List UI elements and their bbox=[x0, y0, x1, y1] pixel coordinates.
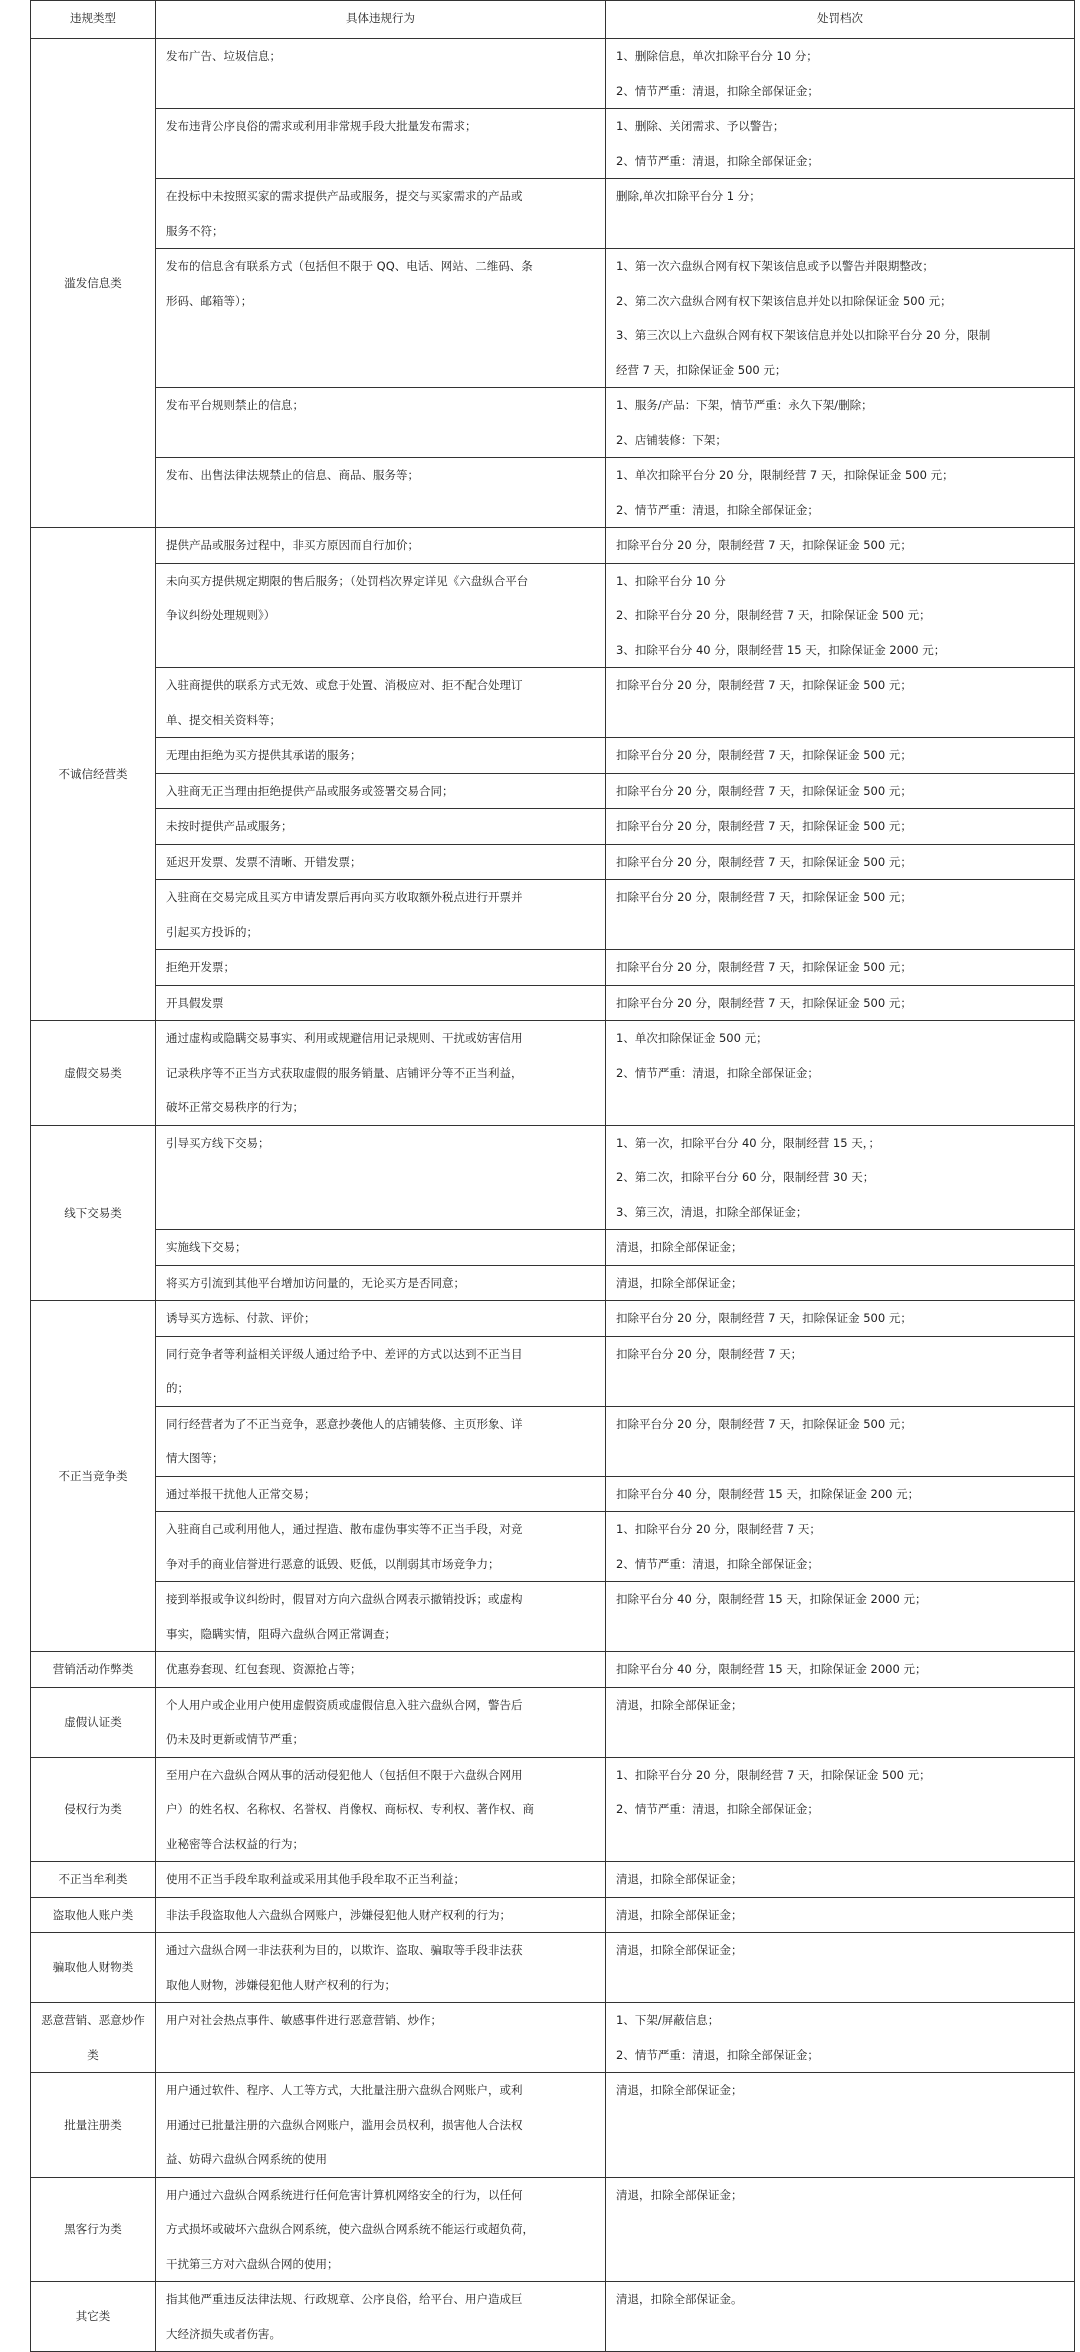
penalty-cell bbox=[606, 844, 1075, 880]
header-behavior: 具体违规行为 bbox=[156, 1, 606, 39]
penalty-line: 扣除平台分 40 分，限制经营 15 天，扣除保证金 2000 元； bbox=[616, 1662, 927, 1676]
behavior-cell bbox=[156, 1021, 606, 1126]
table-row bbox=[31, 1476, 1075, 1512]
behavior-line: 发布、出售法律法规禁止的信息、商品、服务等； bbox=[166, 468, 419, 482]
behavior-line: 引起买方投诉的； bbox=[166, 924, 258, 939]
penalty-line: 扣除平台分 40 分，限制经营 15 天，扣除保证金 200 元； bbox=[616, 1486, 920, 1501]
behavior-line: 未按时提供产品或服务； bbox=[166, 819, 293, 833]
behavior-line: 指其他严重违反法律法规、行政规章、公序良俗，给平台、用户造成巨 bbox=[166, 2292, 523, 2306]
behavior-line: 用户通过六盘纵合网系统进行任何危害计算机网络安全的行为，以任何 bbox=[166, 2187, 523, 2202]
behavior-cell bbox=[156, 179, 606, 249]
behavior-line: 开具假发票 bbox=[166, 995, 224, 1010]
behavior-cell bbox=[156, 1406, 606, 1476]
violation-category: 黑客行为类 bbox=[31, 2177, 156, 2282]
behavior-cell bbox=[156, 1476, 606, 1512]
penalty-cell bbox=[606, 2282, 1075, 2352]
behavior-cell bbox=[156, 809, 606, 845]
behavior-line: 引导买方线下交易； bbox=[166, 1135, 270, 1150]
behavior-line: 取他人财物，涉嫌侵犯他人财产权利的行为； bbox=[166, 1977, 396, 1992]
behavior-line: 业秘密等合法权益的行为； bbox=[166, 1836, 304, 1851]
penalty-line: 扣除平台分 20 分，限制经营 7 天，扣除保证金 500 元； bbox=[616, 538, 912, 552]
penalty-cell bbox=[606, 1862, 1075, 1898]
violation-category: 虚假认证类 bbox=[31, 1687, 156, 1757]
behavior-line: 破坏正常交易秩序的行为； bbox=[166, 1100, 304, 1114]
penalty-line: 扣除平台分 20 分，限制经营 7 天，扣除保证金 500 元； bbox=[616, 890, 912, 904]
penalty-cell bbox=[606, 1512, 1075, 1582]
penalty-line: 1、第一次六盘纵合网有权下架该信息或予以警告并限期整改； bbox=[616, 259, 934, 273]
behavior-line: 同行竞争者等利益相关评级人通过给予中、差评的方式以达到不正当目 bbox=[166, 1346, 523, 1361]
behavior-cell bbox=[156, 880, 606, 950]
table-row bbox=[31, 809, 1075, 845]
table-row bbox=[31, 1021, 1075, 1126]
behavior-line: 干扰第三方对六盘纵合网的使用； bbox=[166, 2256, 339, 2271]
behavior-cell bbox=[156, 563, 606, 668]
penalty-cell bbox=[606, 2073, 1075, 2178]
table-row bbox=[31, 563, 1075, 668]
table-row bbox=[31, 109, 1075, 179]
penalty-cell bbox=[606, 2177, 1075, 2282]
table-row bbox=[31, 249, 1075, 388]
table-row bbox=[31, 1582, 1075, 1652]
penalty-cell bbox=[606, 738, 1075, 774]
table-row bbox=[31, 2003, 1075, 2073]
behavior-line: 实施线下交易； bbox=[166, 1240, 247, 1254]
penalty-line: 2、情节严重：清退，扣除全部保证金； bbox=[616, 2047, 819, 2062]
penalty-line: 扣除平台分 20 分，限制经营 7 天，扣除保证金 500 元； bbox=[616, 748, 912, 762]
behavior-cell bbox=[156, 844, 606, 880]
table-row bbox=[31, 1862, 1075, 1898]
behavior-cell bbox=[156, 528, 606, 564]
behavior-cell bbox=[156, 1652, 606, 1688]
penalty-cell bbox=[606, 1582, 1075, 1652]
table-row bbox=[31, 2073, 1075, 2178]
penalty-line: 1、删除、关闭需求、予以警告； bbox=[616, 119, 785, 133]
penalty-line: 清退，扣除全部保证金； bbox=[616, 1275, 743, 1290]
table-row bbox=[31, 39, 1075, 109]
penalty-line: 2、第二次，扣除平台分 60 分，限制经营 30 天； bbox=[616, 1170, 875, 1184]
behavior-line: 入驻商在交易完成且买方申请发票后再向买方收取额外税点进行开票并 bbox=[166, 890, 523, 904]
behavior-line: 发布平台规则禁止的信息； bbox=[166, 398, 304, 412]
violation-category: 侵权行为类 bbox=[31, 1757, 156, 1862]
penalty-line: 2、情节严重：清退，扣除全部保证金； bbox=[616, 1802, 819, 1816]
behavior-line: 争议纠纷处理规则》） bbox=[166, 608, 276, 622]
violation-category: 线下交易类 bbox=[31, 1125, 156, 1301]
behavior-cell bbox=[156, 1757, 606, 1862]
penalty-line: 2、店铺装修：下架； bbox=[616, 432, 727, 447]
violation-category: 批量注册类 bbox=[31, 2073, 156, 2178]
behavior-line: 仍未及时更新或情节严重； bbox=[166, 1732, 304, 1746]
behavior-cell bbox=[156, 985, 606, 1021]
behavior-cell bbox=[156, 458, 606, 528]
behavior-line: 事实，隐瞒实情，阻碍六盘纵合网正常调查； bbox=[166, 1626, 396, 1641]
behavior-line: 个人用户或企业用户使用虚假资质或虚假信息入驻六盘纵合网，警告后 bbox=[166, 1697, 523, 1712]
behavior-line: 户）的姓名权、名称权、名誉权、肖像权、商标权、专利权、著作权、商 bbox=[166, 1802, 534, 1816]
behavior-line: 优惠券套现、红包套现、资源抢占等； bbox=[166, 1662, 362, 1676]
table-row bbox=[31, 880, 1075, 950]
penalty-line: 扣除平台分 20 分，限制经营 7 天，扣除保证金 500 元； bbox=[616, 854, 912, 869]
table-row bbox=[31, 388, 1075, 458]
penalty-line: 经营 7 天，扣除保证金 500 元； bbox=[616, 362, 787, 377]
penalty-line: 扣除平台分 20 分，限制经营 7 天，扣除保证金 500 元； bbox=[616, 783, 912, 798]
behavior-line: 单、提交相关资料等； bbox=[166, 712, 281, 727]
penalty-cell bbox=[606, 528, 1075, 564]
penalty-cell bbox=[606, 1476, 1075, 1512]
behavior-line: 益、妨碍六盘纵合网系统的使用 bbox=[166, 2152, 327, 2166]
penalty-cell bbox=[606, 1652, 1075, 1688]
behavior-cell bbox=[156, 1125, 606, 1230]
behavior-cell bbox=[156, 2282, 606, 2352]
penalty-line: 1、扣除平台分 10 分 bbox=[616, 573, 726, 588]
table-row bbox=[31, 950, 1075, 986]
penalty-line: 1、单次扣除保证金 500 元； bbox=[616, 1031, 768, 1045]
behavior-line: 拒绝开发票； bbox=[166, 960, 235, 974]
behavior-cell bbox=[156, 1897, 606, 1933]
penalty-line: 删除,单次扣除平台分 1 分； bbox=[616, 189, 761, 203]
penalty-line: 2、第二次六盘纵合网有权下架该信息并处以扣除保证金 500 元； bbox=[616, 293, 952, 308]
penalty-line: 清退，扣除全部保证金； bbox=[616, 1697, 743, 1712]
table-row bbox=[31, 1933, 1075, 2003]
violation-category: 滥发信息类 bbox=[31, 39, 156, 528]
penalty-line: 3、扣除平台分 40 分，限制经营 15 天，扣除保证金 2000 元； bbox=[616, 642, 946, 657]
behavior-line: 无理由拒绝为买方提供其承诺的服务； bbox=[166, 748, 362, 762]
penalty-line: 清退，扣除全部保证金； bbox=[616, 1872, 743, 1886]
behavior-line: 用户通过软件、程序、人工等方式，大批量注册六盘纵合网账户，或利 bbox=[166, 2083, 523, 2097]
behavior-line: 延迟开发票、发票不清晰、开错发票； bbox=[166, 854, 362, 869]
penalty-cell bbox=[606, 1336, 1075, 1406]
penalty-line: 扣除平台分 20 分，限制经营 7 天，扣除保证金 500 元； bbox=[616, 678, 912, 692]
table-row bbox=[31, 844, 1075, 880]
behavior-cell bbox=[156, 2177, 606, 2282]
penalty-cell bbox=[606, 458, 1075, 528]
behavior-cell bbox=[156, 39, 606, 109]
penalty-line: 清退，扣除全部保证金； bbox=[616, 1907, 743, 1922]
violation-category: 恶意营销、恶意炒作类 bbox=[31, 2003, 156, 2073]
behavior-line: 入驻商自己或利用他人，通过捏造、散布虚伪事实等不正当手段，对竞 bbox=[166, 1522, 523, 1536]
header-row bbox=[31, 1, 1075, 39]
behavior-line: 接到举报或争议纠纷时，假冒对方向六盘纵合网表示撤销投诉；或虚构 bbox=[166, 1592, 523, 1606]
penalty-line: 1、单次扣除平台分 20 分，限制经营 7 天，扣除保证金 500 元； bbox=[616, 468, 954, 482]
behavior-cell bbox=[156, 388, 606, 458]
behavior-cell bbox=[156, 1862, 606, 1898]
penalty-cell bbox=[606, 39, 1075, 109]
behavior-line: 形码、邮箱等）； bbox=[166, 293, 253, 308]
penalty-line: 2、情节严重：清退，扣除全部保证金； bbox=[616, 1556, 819, 1571]
penalty-cell bbox=[606, 1406, 1075, 1476]
penalty-line: 1、下架/屏蔽信息； bbox=[616, 2013, 720, 2027]
behavior-line: 记录秩序等不正当方式获取虚假的服务销量、店铺评分等不正当利益， bbox=[166, 1065, 523, 1080]
table-row bbox=[31, 1230, 1075, 1266]
penalty-line: 2、扣除平台分 20 分，限制经营 7 天，扣除保证金 500 元； bbox=[616, 608, 931, 622]
table-row bbox=[31, 1336, 1075, 1406]
behavior-cell bbox=[156, 1933, 606, 2003]
behavior-cell bbox=[156, 1582, 606, 1652]
penalty-line: 扣除平台分 20 分，限制经营 7 天； bbox=[616, 1346, 803, 1361]
header-penalty: 处罚档次 bbox=[606, 1, 1075, 39]
behavior-line: 入驻商提供的联系方式无效、或怠于处置、消极应对、拒不配合处理订 bbox=[166, 678, 523, 692]
behavior-cell bbox=[156, 1336, 606, 1406]
penalty-line: 2、情节严重：清退，扣除全部保证金； bbox=[616, 502, 819, 517]
penalty-line: 2、情节严重：清退，扣除全部保证金； bbox=[616, 153, 819, 168]
penalty-line: 1、扣除平台分 20 分，限制经营 7 天，扣除保证金 500 元； bbox=[616, 1767, 931, 1782]
penalty-cell bbox=[606, 1301, 1075, 1337]
violation-category: 虚假交易类 bbox=[31, 1021, 156, 1126]
penalty-cell bbox=[606, 1757, 1075, 1862]
penalty-line: 扣除平台分 40 分，限制经营 15 天，扣除保证金 2000 元； bbox=[616, 1592, 927, 1606]
behavior-cell bbox=[156, 773, 606, 809]
behavior-cell bbox=[156, 668, 606, 738]
violation-rules-table bbox=[30, 0, 1075, 2352]
behavior-cell bbox=[156, 249, 606, 388]
penalty-cell bbox=[606, 773, 1075, 809]
behavior-line: 同行经营者为了不正当竞争，恶意抄袭他人的店铺装修、主页形象、详 bbox=[166, 1416, 523, 1431]
behavior-cell bbox=[156, 1301, 606, 1337]
violation-category: 盗取他人账户类 bbox=[31, 1897, 156, 1933]
table-row bbox=[31, 2177, 1075, 2282]
table-row bbox=[31, 738, 1075, 774]
penalty-cell bbox=[606, 668, 1075, 738]
behavior-line: 诱导买方选标、付款、评价； bbox=[166, 1311, 316, 1325]
table-row bbox=[31, 985, 1075, 1021]
penalty-line: 清退，扣除全部保证金。 bbox=[616, 2292, 743, 2306]
behavior-line: 发布的信息含有联系方式（包括但不限于 QQ、电话、网站、二维码、条 bbox=[166, 259, 533, 273]
header-violation-type: 违规类型 bbox=[31, 1, 156, 39]
violation-category: 不诚信经营类 bbox=[31, 528, 156, 1021]
table-row bbox=[31, 1406, 1075, 1476]
penalty-cell bbox=[606, 388, 1075, 458]
penalty-line: 扣除平台分 20 分，限制经营 7 天，扣除保证金 500 元； bbox=[616, 819, 912, 833]
behavior-line: 争对手的商业信誉进行恶意的诋毁、贬低，以削弱其市场竞争力； bbox=[166, 1556, 500, 1571]
behavior-line: 大经济损失或者伤害。 bbox=[166, 2326, 281, 2341]
behavior-line: 服务不符； bbox=[166, 223, 224, 238]
table-row bbox=[31, 458, 1075, 528]
penalty-line: 扣除平台分 20 分，限制经营 7 天，扣除保证金 500 元； bbox=[616, 1311, 912, 1325]
penalty-cell bbox=[606, 1021, 1075, 1126]
penalty-line: 3、第三次，清退，扣除全部保证金； bbox=[616, 1204, 808, 1219]
penalty-line: 扣除平台分 20 分，限制经营 7 天，扣除保证金 500 元； bbox=[616, 960, 912, 974]
behavior-cell bbox=[156, 1687, 606, 1757]
table-row bbox=[31, 2282, 1075, 2352]
behavior-cell bbox=[156, 950, 606, 986]
penalty-cell bbox=[606, 249, 1075, 388]
table-row bbox=[31, 1265, 1075, 1301]
behavior-line: 通过举报干扰他人正常交易； bbox=[166, 1486, 316, 1501]
penalty-line: 清退，扣除全部保证金； bbox=[616, 2083, 743, 2097]
table-row bbox=[31, 1897, 1075, 1933]
penalty-line: 清退，扣除全部保证金； bbox=[616, 2187, 743, 2202]
table-row bbox=[31, 773, 1075, 809]
violation-category: 其它类 bbox=[31, 2282, 156, 2352]
behavior-line: 用户对社会热点事件、敏感事件进行恶意营销、炒作； bbox=[166, 2013, 442, 2027]
penalty-cell bbox=[606, 1125, 1075, 1230]
behavior-line: 的； bbox=[166, 1381, 189, 1395]
penalty-line: 清退，扣除全部保证金； bbox=[616, 1943, 743, 1957]
behavior-cell bbox=[156, 1512, 606, 1582]
table-row bbox=[31, 179, 1075, 249]
table-row bbox=[31, 1301, 1075, 1337]
violation-category: 不正当牟利类 bbox=[31, 1862, 156, 1898]
table-row bbox=[31, 528, 1075, 564]
penalty-line: 1、删除信息，单次扣除平台分 10 分； bbox=[616, 49, 818, 63]
penalty-line: 1、第一次，扣除平台分 40 分，限制经营 15 天，； bbox=[616, 1135, 880, 1150]
behavior-line: 至用户在六盘纵合网从事的活动侵犯他人（包括但不限于六盘纵合网用 bbox=[166, 1767, 523, 1782]
violation-category: 营销活动作弊类 bbox=[31, 1652, 156, 1688]
penalty-cell bbox=[606, 809, 1075, 845]
behavior-cell bbox=[156, 1265, 606, 1301]
behavior-cell bbox=[156, 2003, 606, 2073]
penalty-line: 3、第三次以上六盘纵合网有权下架该信息并处以扣除平台分 20 分，限制 bbox=[616, 328, 991, 342]
penalty-line: 1、服务/产品：下架，情节严重：永久下架/删除； bbox=[616, 398, 873, 412]
table-row bbox=[31, 1512, 1075, 1582]
table-row bbox=[31, 668, 1075, 738]
violation-category: 骗取他人财物类 bbox=[31, 1933, 156, 2003]
penalty-cell bbox=[606, 1265, 1075, 1301]
behavior-line: 使用不正当手段牟取利益或采用其他手段牟取不正当利益； bbox=[166, 1872, 465, 1886]
behavior-cell bbox=[156, 1230, 606, 1266]
penalty-line: 2、情节严重：清退，扣除全部保证金； bbox=[616, 1065, 819, 1080]
behavior-line: 提供产品或服务过程中，非买方原因而自行加价； bbox=[166, 538, 419, 552]
penalty-cell bbox=[606, 563, 1075, 668]
penalty-cell bbox=[606, 1897, 1075, 1933]
behavior-line: 入驻商无正当理由拒绝提供产品或服务或签署交易合同； bbox=[166, 783, 454, 798]
behavior-line: 用通过已批量注册的六盘纵合网账户，滥用会员权利，损害他人合法权 bbox=[166, 2117, 523, 2132]
penalty-cell bbox=[606, 985, 1075, 1021]
penalty-cell bbox=[606, 1687, 1075, 1757]
behavior-line: 情大图等； bbox=[166, 1451, 224, 1465]
behavior-line: 未向买方提供规定期限的售后服务；（处罚档次界定详见《六盘纵合平台 bbox=[166, 573, 529, 588]
behavior-line: 在投标中未按照买家的需求提供产品或服务，提交与买家需求的产品或 bbox=[166, 189, 523, 203]
behavior-cell bbox=[156, 109, 606, 179]
table-row bbox=[31, 1687, 1075, 1757]
table-row bbox=[31, 1125, 1075, 1230]
table-row bbox=[31, 1652, 1075, 1688]
penalty-line: 清退，扣除全部保证金； bbox=[616, 1240, 743, 1254]
penalty-line: 扣除平台分 20 分，限制经营 7 天，扣除保证金 500 元； bbox=[616, 1416, 912, 1431]
penalty-cell bbox=[606, 1230, 1075, 1266]
penalty-line: 1、扣除平台分 20 分，限制经营 7 天； bbox=[616, 1522, 821, 1536]
behavior-line: 方式损坏或破坏六盘纵合网系统，使六盘纵合网系统不能运行或超负荷， bbox=[166, 2222, 534, 2236]
penalty-cell bbox=[606, 179, 1075, 249]
penalty-cell bbox=[606, 2003, 1075, 2073]
penalty-cell bbox=[606, 950, 1075, 986]
behavior-line: 通过六盘纵合网一非法获利为目的，以欺诈、盗取、骗取等手段非法获 bbox=[166, 1943, 523, 1957]
table-row bbox=[31, 1757, 1075, 1862]
behavior-cell bbox=[156, 738, 606, 774]
violation-category: 不正当竞争类 bbox=[31, 1301, 156, 1652]
behavior-line: 通过虚构或隐瞒交易事实、利用或规避信用记录规则、干扰或妨害信用 bbox=[166, 1031, 523, 1045]
behavior-line: 发布广告、垃圾信息； bbox=[166, 49, 281, 63]
behavior-line: 将买方引流到其他平台增加访问量的，无论买方是否同意； bbox=[166, 1275, 465, 1290]
behavior-line: 发布违背公序良俗的需求或利用非常规手段大批量发布需求； bbox=[166, 119, 477, 133]
behavior-line: 非法手段盗取他人六盘纵合网账户，涉嫌侵犯他人财产权利的行为； bbox=[166, 1907, 511, 1922]
penalty-line: 2、情节严重：清退，扣除全部保证金； bbox=[616, 83, 819, 98]
behavior-cell bbox=[156, 2073, 606, 2178]
penalty-cell bbox=[606, 1933, 1075, 2003]
penalty-cell bbox=[606, 880, 1075, 950]
penalty-cell bbox=[606, 109, 1075, 179]
penalty-line: 扣除平台分 20 分，限制经营 7 天，扣除保证金 500 元； bbox=[616, 995, 912, 1010]
